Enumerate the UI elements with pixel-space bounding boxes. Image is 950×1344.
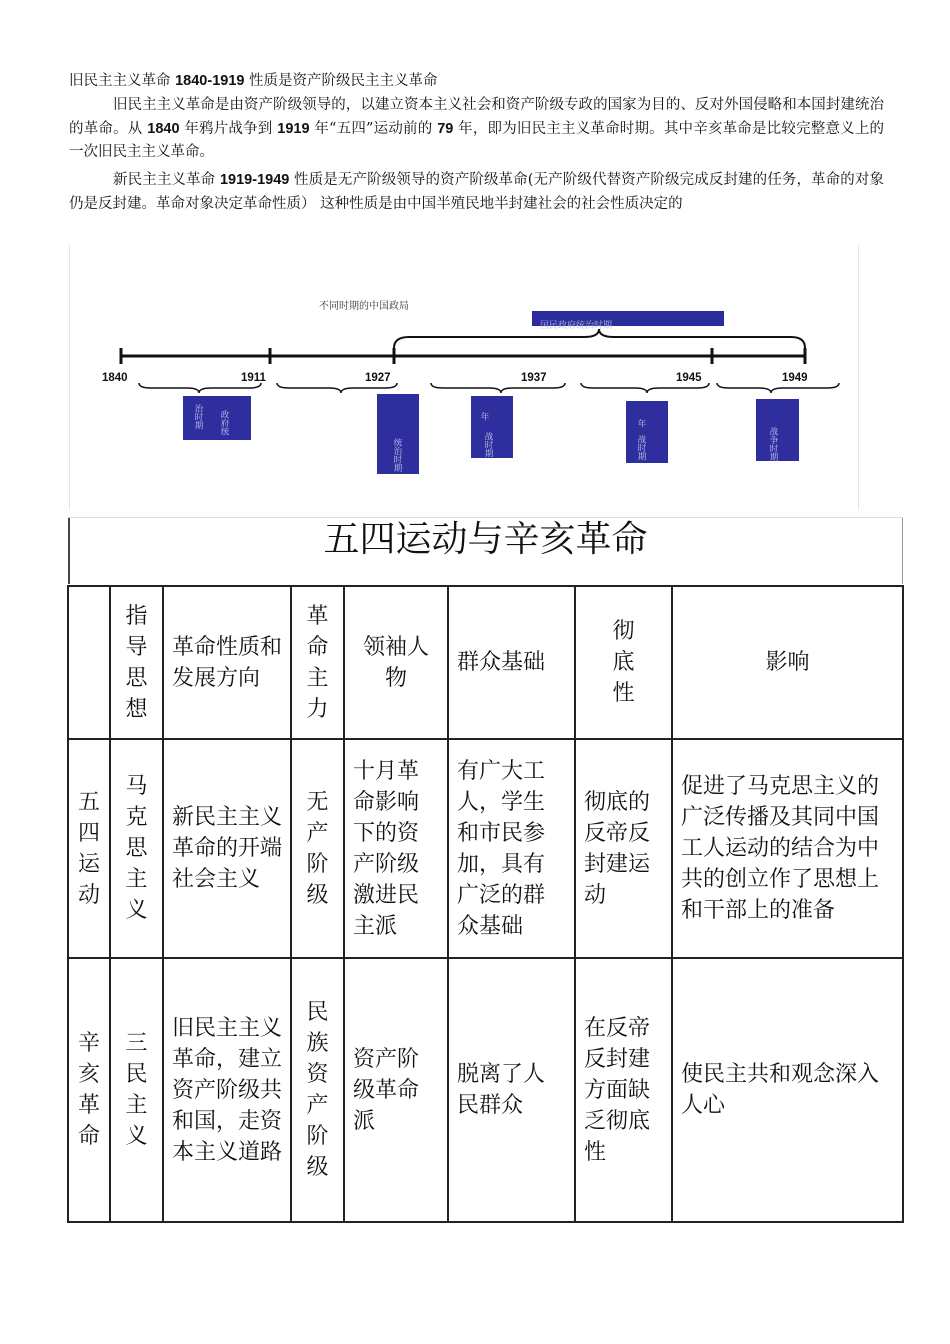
base-cell: 脱离了人民群众: [448, 958, 575, 1222]
thorough-cell: 在反帝反封建方面缺乏彻底性: [575, 958, 672, 1222]
table-row: [68, 739, 903, 958]
new-democratic-paragraph: 新民主主义革命 1919-1949 性质是无产阶级领导的资产阶级革命(无产阶级代替资产阶级完成反封建的任务，革命的对象仍是反封建。革命对象决定革命性质） 这种性质是由中国半殖民地半封建社会的社会性质决定的: [69, 172, 885, 212]
header-row: [68, 586, 903, 739]
header-cell: 领袖人物: [344, 586, 448, 739]
event-cell: 辛亥革命: [68, 958, 110, 1222]
period-brace: [277, 383, 397, 393]
impact-cell: 促进了马克思主义的广泛传播及其同中国工人运动的结合为中共的创立作了思想上和干部上的准备: [672, 739, 903, 958]
period-box-civil-war: [756, 399, 799, 461]
box-text: 年: [636, 419, 646, 428]
period-brace: [581, 383, 709, 393]
header-cell: 革命性质和发展方向: [163, 586, 291, 739]
force-cell: 民族资产阶级: [291, 958, 344, 1222]
header-cell: 彻底性: [575, 586, 672, 739]
ideology-cell: 马克思主义: [110, 739, 163, 958]
header-cell: 影响: [672, 586, 903, 739]
table-title-text: 五四运动与辛亥革命: [323, 519, 648, 560]
period-box-beiyang: [183, 396, 251, 440]
period-box-war-1: [471, 396, 513, 458]
timeline-title: 不同时期的中国政局: [319, 301, 409, 312]
year-label: 1937: [521, 372, 547, 384]
leaders-cell: 十月革命影响下的资产阶级激进民主派: [344, 739, 448, 958]
box-text: 年: [479, 412, 489, 421]
box-text: 战时期: [636, 435, 646, 461]
box-text: 政府统: [219, 410, 229, 436]
intro-line: 旧民主主义革命 1840-1919 性质是资产阶级民主主义革命: [69, 73, 438, 89]
timeline-svg: [69, 245, 859, 510]
frame-line: [902, 518, 903, 584]
ideology-cell: 三民主义: [110, 958, 163, 1222]
box-text: 治时期: [193, 404, 203, 430]
header-cell: 革命主力: [291, 586, 344, 739]
base-cell: 有广大工人，学生和市民参加，具有广泛的群众基础: [448, 739, 575, 958]
old-democratic-paragraph: 旧民主主义革命是由资产阶级领导的，以建立资本主义社会和资产阶级专政的国家为目的、反对外国侵略和本国封建统治的革命。从 1840 年鸦片战争到 1919 年“五四”运动前的 79 年，即为旧民主主义革命时期。其中辛亥革命是比较完整意义上的一次旧民主主义革命。: [69, 97, 885, 160]
comparison-table: [67, 585, 904, 1223]
year-label: 1927: [365, 372, 391, 384]
header-cell: 指导思想: [110, 586, 163, 739]
period-brace: [717, 383, 839, 393]
thorough-cell: 彻底的反帝反封建运动: [575, 739, 672, 958]
impact-cell: 使民主共和观念深入人心: [672, 958, 903, 1222]
header-cell: 群众基础: [448, 586, 575, 739]
box-text: 战争时期: [768, 427, 778, 461]
timeline-diagram: [69, 245, 859, 510]
period-box-nanjing: [377, 394, 419, 474]
leaders-cell: 资产阶级革命派: [344, 958, 448, 1222]
nature-cell: 旧民主主义革命，建立资产阶级共和国，走资本主义道路: [163, 958, 291, 1222]
year-label: 1911: [241, 372, 266, 384]
year-label: 1945: [676, 372, 702, 384]
table-row: [68, 958, 903, 1222]
nature-cell: 新民主主义革命的开端 社会主义: [163, 739, 291, 958]
header-cell: [68, 586, 110, 739]
period-brace: [139, 383, 261, 393]
top-brace: [394, 329, 805, 348]
table-title: [68, 517, 903, 584]
period-brace: [431, 383, 565, 393]
event-cell: 五四运动: [68, 739, 110, 958]
period-box-war-2: [626, 401, 668, 463]
year-label: 1949: [782, 372, 808, 384]
box-text: 战时期: [483, 432, 493, 458]
year-label: 1840: [102, 372, 128, 384]
frame-line: [68, 518, 70, 584]
bar-label: 国民政府统治时期: [540, 321, 613, 331]
force-cell: 无产阶级: [291, 739, 344, 958]
box-text: 统治时期: [392, 438, 402, 472]
